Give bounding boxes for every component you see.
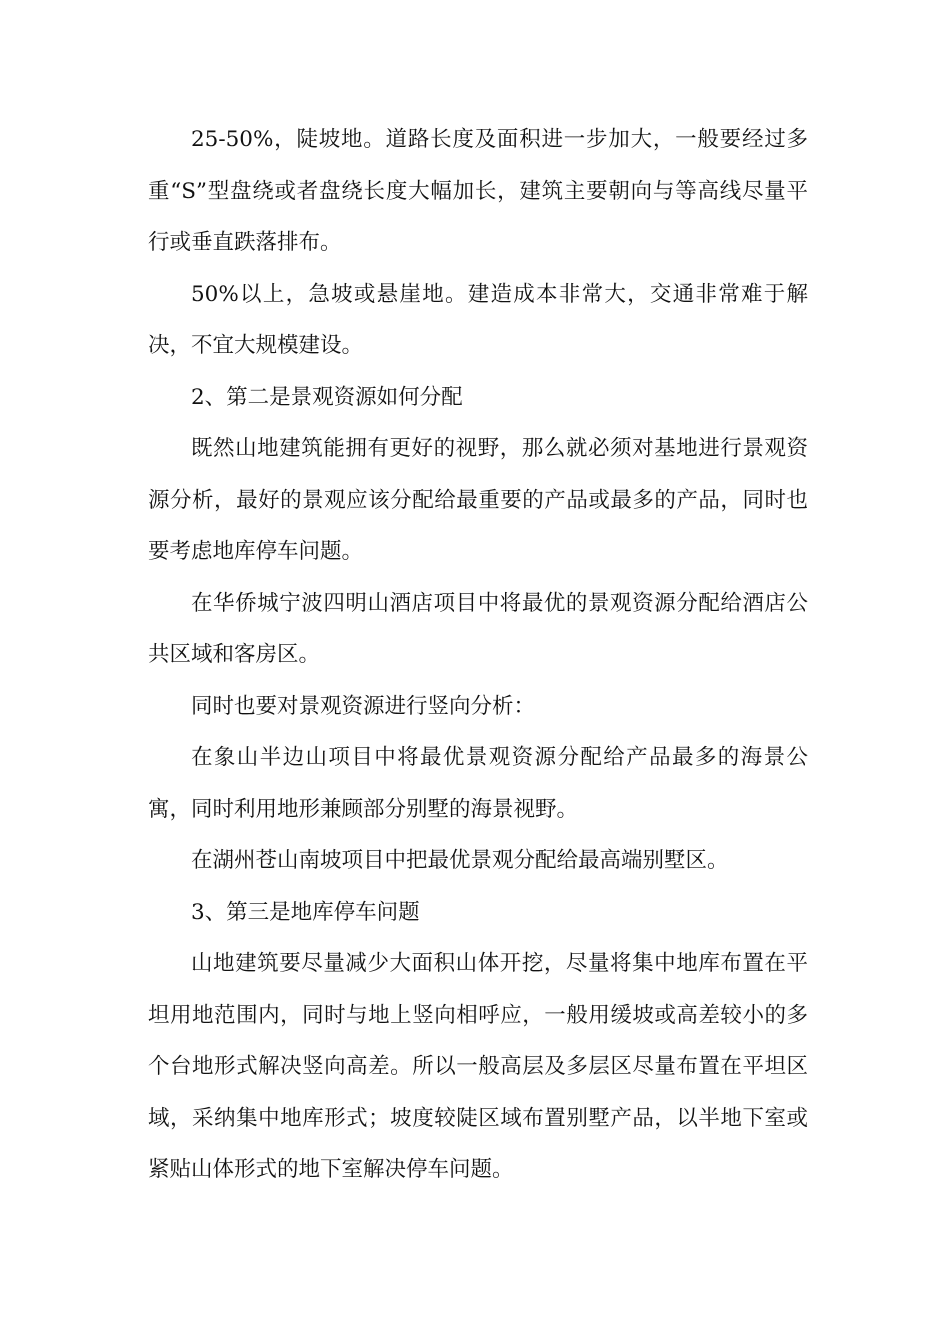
paragraph-vertical-analysis: 同时也要对景观资源进行竖向分析： (191, 693, 536, 719)
paragraph-xiangshan-project: 在象山半边山项目中将最优景观资源分配给产品最多的海景公寓，同时利用地形兼顾部分别墅的海景视野。 (148, 745, 808, 822)
paragraph-huzhou-project: 在湖州苍山南坡项目中把最优景观分配给最高端别墅区。 (191, 848, 729, 873)
paragraph-landscape-analysis: 既然山地建筑能拥有更好的视野，那么就必须对基地进行景观资源分析，最好的景观应该分配给最重要的产品或最多的产品，同时也要考虑地库停车问题。 (148, 436, 808, 564)
paragraph-cliff-land: 50%以上，急坡或悬崖地。建造成本非常大，交通非常难于解决，不宜大规模建设。 (148, 281, 808, 358)
document-body (148, 114, 808, 1196)
paragraph-steep-slope: 25-50%，陡坡地。道路长度及面积进一步加大，一般要经过多重“S”型盘绕或者盘绕长度大幅加长，建筑主要朝向与等高线尽量平行或垂直跌落排布。 (148, 127, 808, 255)
paragraph-parking-details: 山地建筑要尽量减少大面积山体开挖，尽量将集中地库布置在平坦用地范围内，同时与地上竖向相呼应，一般用缓坡或高差较小的多个台地形式解决竖向高差。所以一般高层及多层区尽量布置在平坦区域，采纳集中地库形式；坡度较陡区域布置别墅产品，以半地下室或紧贴山体形式的地下室解决停车问题。 (148, 951, 808, 1182)
section-heading-landscape: 2、第二是景观资源如何分配 (191, 384, 463, 410)
section-heading-parking: 3、第三是地库停车问题 (191, 899, 420, 925)
paragraph-ningbo-hotel: 在华侨城宁波四明山酒店项目中将最优的景观资源分配给酒店公共区域和客房区。 (148, 590, 808, 667)
